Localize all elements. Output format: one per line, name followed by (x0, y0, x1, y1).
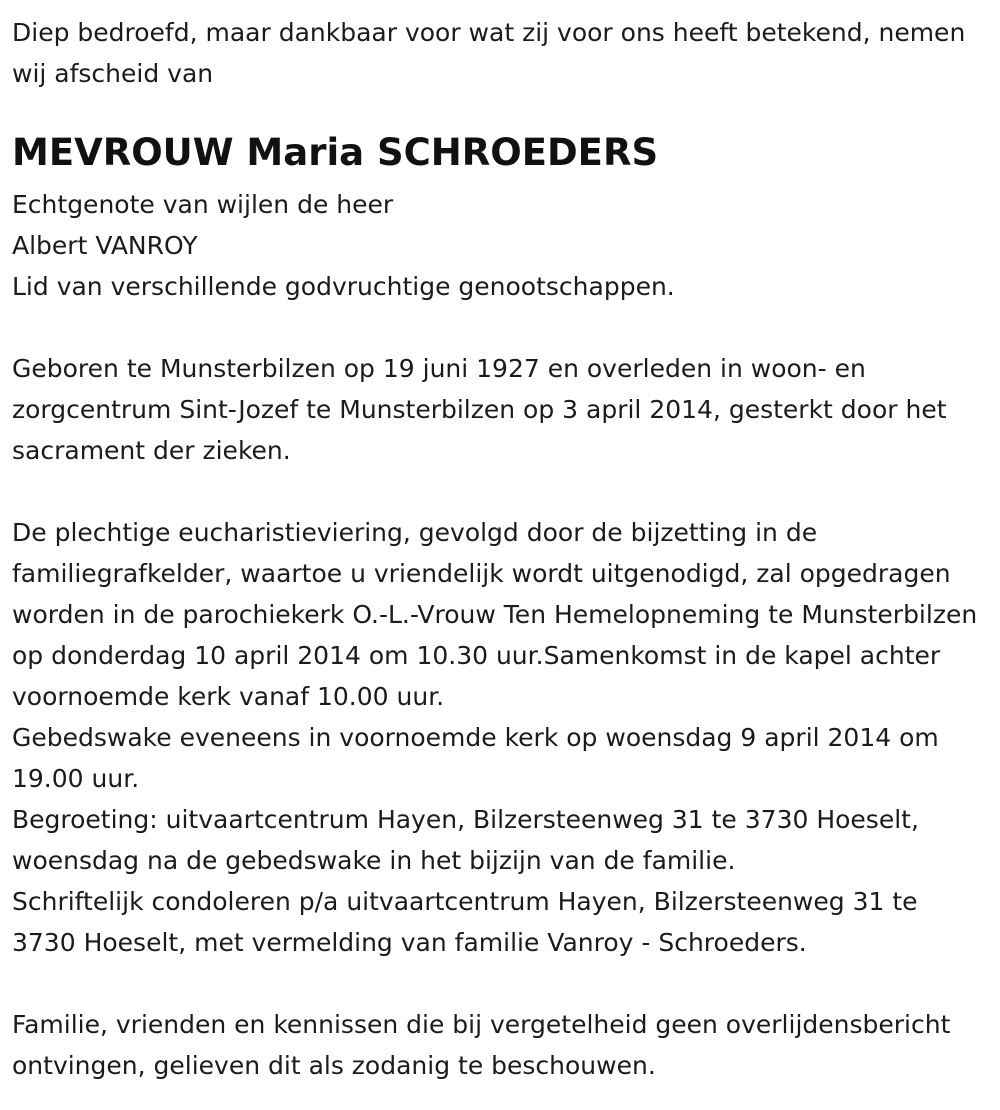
spouse-name-text: Albert VANROY (12, 231, 198, 260)
service-details-block (12, 512, 988, 963)
birth-death-text: Geboren te Munsterbilzen op 19 juni 1927 en overleden in woon- en zorgcentrum Sint-Jozef te Munsterbilzen op 3 april 2014, gesterkt door het sacrament der zieken. (12, 354, 947, 465)
condolence-text: Schriftelijk condoleren p/a uitvaartcentrum Hayen, Bilzersteenweg 31 te 3730 Hoeselt, met vermelding van familie Vanroy - Schroeders. (12, 887, 918, 957)
membership-text: Lid van verschillende godvruchtige genootschappen. (12, 272, 675, 301)
closing-text: Familie, vrienden en kennissen die bij vergetelheid geen overlijdensbericht ontvingen, gelieven dit als zodanig te beschouwen. (12, 1010, 951, 1080)
ceremony-text: De plechtige eucharistieviering, gevolgd door de bijzetting in de familiegrafkelder, waartoe u vriendelijk wordt uitgenodigd, zal opgedragen worden in de parochiekerk O.-L.-Vrouw Ten Hemelopneming te Munsterbilzen op donderdag 10 april 2014 om 10.30 uur.Samenkomst in de kapel achter voornoemde kerk vanaf 10.00 uur. (12, 518, 978, 711)
greeting-text: Begroeting: uitvaartcentrum Hayen, Bilzersteenweg 31 te 3730 Hoeselt, woensdag na de gebedswake in het bijzijn van de familie. (12, 805, 919, 875)
spouse-intro-text: Echtgenote van wijlen de heer (12, 190, 394, 219)
wake-text: Gebedswake eveneens in voornoemde kerk op woensdag 9 april 2014 om 19.00 uur. (12, 723, 939, 793)
intro-text: Diep bedroefd, maar dankbaar voor wat zij voor ons heeft betekend, nemen wij afscheid van (12, 18, 966, 88)
deceased-name: MEVROUW Maria SCHROEDERS (12, 131, 659, 174)
